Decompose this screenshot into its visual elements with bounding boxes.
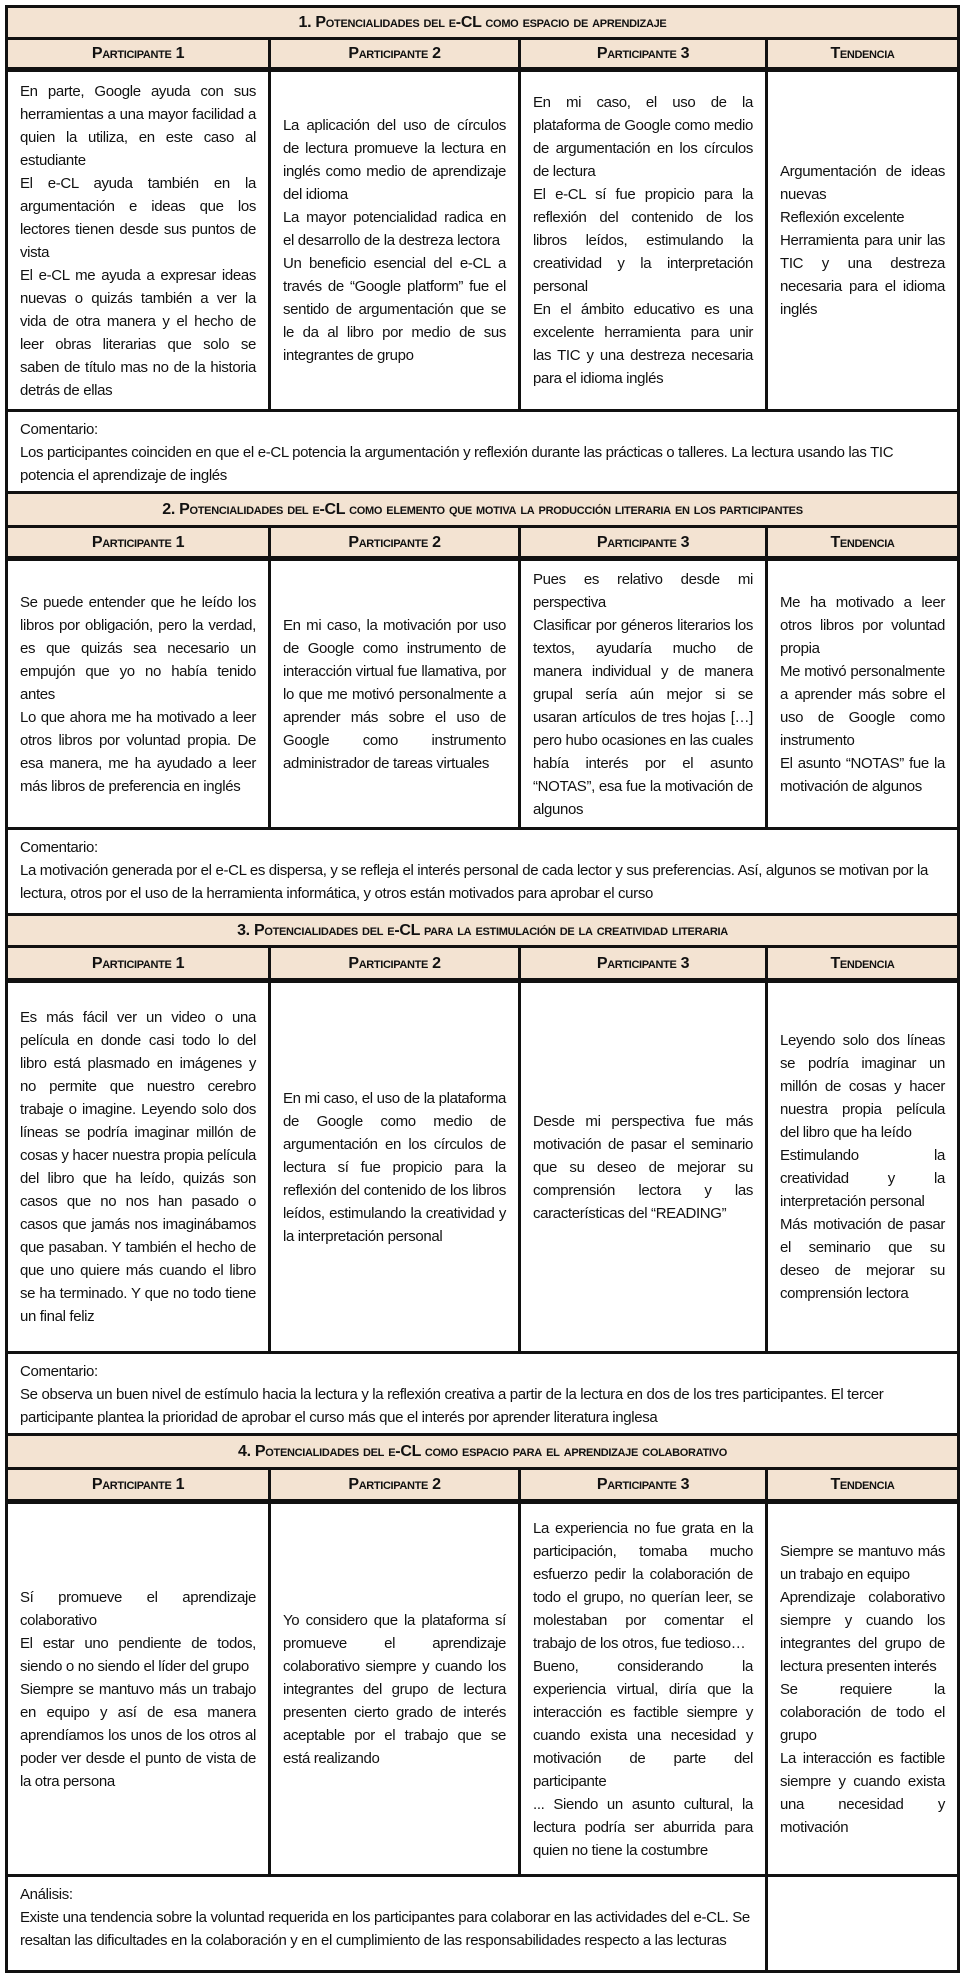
header-row (7, 1469, 959, 1502)
cell-line: Es más fácil ver un video o una película en donde casi todo lo del libro está plasmado en imágenes y no permite que nuestro cerebro trabaje o imagine. Leyendo solo dos líneas se podría imaginar millón de cosas y hacer nuestra propia película del libro que ha leído, quizás son casos que no nos han pasado o casos que jamás nos imaginábamos que pasaban. Y también el hecho de que uno quiere más cuando el libro se ha terminado. Y que no todo tiene un final feliz (20, 1009, 256, 1325)
column-header: Participante 3 (520, 527, 767, 559)
cell-line: En el ámbito educativo es una excelente herramienta para unir las TIC y una destreza necesaria para el idioma inglés (533, 301, 753, 387)
comment-label: Comentario: (20, 839, 98, 856)
section-title-row (7, 493, 959, 527)
cell-tendencia (767, 70, 959, 411)
cell-p2 (270, 1502, 520, 1876)
cell-p1 (7, 981, 270, 1353)
cell-line: La mayor potencialidad radica en el desarrollo de la destreza lectora (283, 209, 506, 249)
column-header: Tendencia (767, 947, 959, 981)
comment-label: Análisis: (20, 1886, 73, 1903)
column-header: Participante 3 (520, 39, 767, 70)
cell-line: Clasificar por géneros literarios los textos, ayudaría mucho de manera individual y de manera grupal sería aún mejor si se usaran artículos de tres hojas […] pero hubo ocasiones en las cuales había interés por el asunto “NOTAS”, esa fue la motivación de algunos (533, 616, 753, 818)
section-title: 2. Potencialidades del e-CL como elemento que motiva la producción literaria en los participantes (7, 493, 959, 527)
cell-p3 (520, 981, 767, 1353)
comment-text: La motivación generada por el e-CL es dispersa, y se refleja el interés personal de cada lector y sus preferencias. Así, algunos se motivan por la lectura, otros por el uso de la herramienta informática, y otros están motivados para aprobar el curso (20, 862, 929, 902)
cell-line: ... Siendo un asunto cultural, la lectura podría ser aburrida para quien no tiene la costumbre (533, 1795, 753, 1859)
comment-row (7, 829, 959, 915)
cell-line: La experiencia no fue grata en la participación, tomaba mucho esfuerzo pedir la colaboración de todo el grupo, no querían leer, se molestaban por comentar el trabajo de los otros, fue tedioso… (533, 1519, 753, 1652)
column-header: Participante 1 (7, 947, 270, 981)
cell-line: Me ha motivado a leer otros libros por voluntad propia (780, 593, 945, 657)
comment-label: Comentario: (20, 421, 98, 438)
cell-p1 (7, 1502, 270, 1876)
cell-line: Reflexión excelente (780, 209, 905, 226)
cell-line: El asunto “NOTAS” fue la motivación de algunos (780, 754, 945, 795)
cell-p3 (520, 1502, 767, 1876)
cell-line: El e-CL sí fue propicio para la reflexión del contenido de los libros leídos, estimulando la creatividad y la interpretación personal (533, 186, 753, 295)
column-header: Tendencia (767, 527, 959, 559)
cell-p1 (7, 559, 270, 829)
cell-line: Se requiere la colaboración de todo el grupo (780, 1680, 945, 1744)
comment-row (7, 1876, 959, 1972)
cell-p1 (7, 70, 270, 411)
cell-line: Argumentación de ideas nuevas (780, 163, 945, 203)
responses-row (7, 559, 959, 829)
cell-line: Me motivó personalmente a aprender más sobre el uso de Google como instrumento (780, 662, 945, 749)
cell-line: La interacción es factible siempre y cuando exista una necesidad y motivación (780, 1749, 945, 1836)
cell-line: Estimulando la creatividad y la interpretación personal (780, 1147, 945, 1210)
comment-label: Comentario: (20, 1363, 98, 1380)
responses-row (7, 70, 959, 411)
cell-line: Siempre se mantuvo más un trabajo en equipo y así de esa manera aprendíamos los unos de los otros al poder ver desde el punto de vista de la otra persona (20, 1680, 256, 1790)
cell-line: En mi caso, el uso de la plataforma de Google como medio de argumentación en los círculos de lectura (533, 94, 753, 180)
column-header: Participante 3 (520, 1469, 767, 1502)
section-title: 3. Potencialidades del e-CL para la estimulación de la creatividad literaria (7, 915, 959, 947)
column-header: Participante 1 (7, 527, 270, 559)
cell-line: Leyendo solo dos líneas se podría imaginar un millón de cosas y hacer nuestra propia película del libro que ha leído (780, 1032, 945, 1141)
cell-line: En mi caso, la motivación por uso de Google como instrumento de interacción virtual fue llamativa, por lo que me motivó personalmente a aprender más sobre el uso de Google como instrumento administrador de tareas virtuales (283, 616, 506, 772)
column-header: Participante 1 (7, 1469, 270, 1502)
comment-cell (7, 411, 959, 493)
section-title: 1. Potencialidades del e-CL como espacio de aprendizaje (7, 7, 959, 39)
cell-line: Desde mi perspectiva fue más motivación de pasar el seminario que su deseo de mejorar su comprensión lectora y las características del “READING” (533, 1112, 753, 1222)
empty-cell (767, 1876, 959, 1972)
comment-cell (7, 1353, 959, 1435)
comment-cell (7, 829, 959, 915)
cell-line: Herramienta para unir las TIC y una destreza necesaria para el idioma inglés (780, 232, 945, 318)
comment-text: Existe una tendencia sobre la voluntad requerida en los participantes para colaborar en las actividades del e-CL. Se resaltan las dificultades en la colaboración y en el cumplimiento de las responsabilidades respecto a las lecturas (20, 1909, 750, 1949)
cell-line: El estar uno pendiente de todos, siendo o no siendo el líder del grupo (20, 1634, 256, 1675)
responses-row (7, 981, 959, 1353)
cell-line: El e-CL ayuda también en la argumentación e ideas que los lectores tienen desde sus puntos de vista (20, 174, 256, 261)
responses-row (7, 1502, 959, 1876)
cell-tendencia (767, 559, 959, 829)
cell-tendencia (767, 981, 959, 1353)
section-title-row (7, 7, 959, 39)
cell-line: En parte, Google ayuda con sus herramientas a una mayor facilidad a quien la utiliza, en este caso al estudiante (20, 82, 256, 169)
header-row (7, 39, 959, 70)
comment-text: Los participantes coinciden en que el e-CL potencia la argumentación y reflexión durante las prácticas o talleres. La lectura usando las TIC potencia el aprendizaje de inglés (20, 444, 894, 484)
section-title-row (7, 915, 959, 947)
column-header: Participante 2 (270, 39, 520, 70)
cell-line: Más motivación de pasar el seminario que su deseo de mejorar su comprensión lectora (780, 1216, 945, 1302)
column-header: Tendencia (767, 39, 959, 70)
cell-line: En mi caso, el uso de la plataforma de Google como medio de argumentación en los círculos de lectura sí fue propicio para la reflexión del contenido de los libros leídos, estimulando la creatividad y la interpretación personal (283, 1089, 506, 1245)
cell-tendencia (767, 1502, 959, 1876)
cell-line: Yo considero que la plataforma sí promueve el aprendizaje colaborativo siempre y cuando los integrantes del grupo de lectura presenten cierto grado de interés aceptable por el trabajo que se está realizando (283, 1611, 506, 1767)
cell-p2 (270, 70, 520, 411)
results-table (5, 5, 960, 1973)
column-header: Participante 2 (270, 1469, 520, 1502)
column-header: Participante 3 (520, 947, 767, 981)
cell-line: Un beneficio esencial del e-CL a través de “Google platform” fue el sentido de argumentación que se le da al libro por medio de sus integrantes de grupo (283, 255, 506, 364)
cell-line: Se puede entender que he leído los libros por obligación, pero la verdad, es que quizás sea necesario un empujón que yo no había tenido antes (20, 593, 256, 703)
cell-line: La aplicación del uso de círculos de lectura promueve la lectura en inglés como medio de aprendizaje del idioma (283, 117, 506, 203)
column-header: Tendencia (767, 1469, 959, 1502)
cell-line: Siempre se mantuvo más un trabajo en equipo (780, 1542, 945, 1583)
header-row (7, 947, 959, 981)
comment-text: Se observa un buen nivel de estímulo hacia la lectura y la reflexión creativa a partir de la lectura en dos de los tres participantes. El tercer participante plantea la prioridad de aprobar el curso más que el interés por aprender literatura inglesa (20, 1386, 884, 1426)
cell-p2 (270, 981, 520, 1353)
section-title: 4. Potencialidades del e-CL como espacio para el aprendizaje colaborativo (7, 1435, 959, 1469)
comment-cell (7, 1876, 767, 1972)
column-header: Participante 1 (7, 39, 270, 70)
comment-row (7, 1353, 959, 1435)
cell-line: Aprendizaje colaborativo siempre y cuando los integrantes del grupo de lectura presenten interés (780, 1588, 945, 1675)
cell-line: El e-CL me ayuda a expresar ideas nuevas o quizás también a ver la vida de otra manera y el hecho de leer obras literarias que solo se saben de título mas no de la historia detrás de ellas (20, 266, 256, 399)
cell-p3 (520, 70, 767, 411)
header-row (7, 527, 959, 559)
cell-p2 (270, 559, 520, 829)
cell-line: Bueno, considerando la experiencia virtual, diría que la interacción es factible siempre y cuando exista una necesidad y motivación de parte del participante (533, 1657, 753, 1790)
column-header: Participante 2 (270, 947, 520, 981)
cell-line: Pues es relativo desde mi perspectiva (533, 570, 753, 611)
cell-line: Sí promueve el aprendizaje colaborativo (20, 1588, 256, 1629)
cell-line: Lo que ahora me ha motivado a leer otros libros por voluntad propia. De esa manera, me ha ayudado a leer más libros de preferencia en inglés (20, 708, 256, 795)
comment-row (7, 411, 959, 493)
column-header: Participante 2 (270, 527, 520, 559)
section-title-row (7, 1435, 959, 1469)
cell-p3 (520, 559, 767, 829)
